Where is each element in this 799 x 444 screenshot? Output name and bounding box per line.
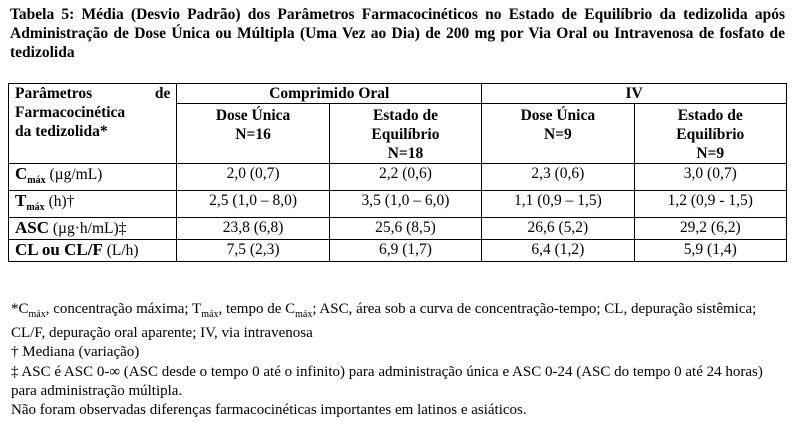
table-cell: 5,9 (1,4) xyxy=(634,240,786,262)
table-row xyxy=(9,164,787,191)
footnote-text: , concentração máxima; T xyxy=(45,301,202,317)
subheader-line: Dose Única xyxy=(520,107,596,124)
table-caption: Tabela 5: Média (Desvio Padrão) dos Parâmetros Farmacocinéticos no Estado de Equilíbrio da tedizolida após Administração de Dose Única ou Múltipla (Uma Vez ao Dia) de 200 mg por Via Oral ou Intravenosa de fosfato de tedizolida xyxy=(10,6,785,61)
row-label-unit: (L/h) xyxy=(102,242,139,260)
subheader-line: Estado de xyxy=(677,107,743,124)
parameter-header xyxy=(9,84,177,164)
footnote-sub: máx xyxy=(201,309,219,320)
table-cell: 2,5 (1,0 – 8,0) xyxy=(177,191,329,218)
parameter-header-line2: Farmacocinética xyxy=(15,104,126,121)
table-cell: 1,1 (0,9 – 1,5) xyxy=(482,191,634,218)
parameter-header-line3: da tedizolida* xyxy=(15,123,108,140)
subheader-iv-steady xyxy=(634,104,786,164)
row-label xyxy=(9,191,177,218)
subheader-oral-single xyxy=(177,104,329,164)
row-label-main: ASC xyxy=(15,218,50,238)
row-label-unit: (h)† xyxy=(44,193,75,211)
row-label-sub: máx xyxy=(26,202,45,214)
table-cell: 3,5 (1,0 – 6,0) xyxy=(329,191,481,218)
row-label-main: T xyxy=(15,191,27,211)
subheader-line: Estado de xyxy=(372,107,438,124)
group-header-oral: Comprimido Oral xyxy=(177,84,482,104)
footnote-populations: Não foram observadas diferenças farmacocinéticas importantes em latinos e asiáticos. xyxy=(11,402,527,419)
footnote-sub: máx xyxy=(28,309,46,320)
row-label xyxy=(9,164,177,191)
subheader-oral-steady xyxy=(329,104,481,164)
table-cell: 7,5 (2,3) xyxy=(177,240,329,262)
pharmacokinetics-table xyxy=(8,83,787,262)
table-cell: 25,6 (8,5) xyxy=(329,218,481,240)
subheader-line: Dose Única xyxy=(215,107,291,124)
table-cell: 6,9 (1,7) xyxy=(329,240,481,262)
subheader-line: N=16 xyxy=(235,126,271,143)
footnote-text: *C xyxy=(11,301,29,317)
footnote-sub: máx xyxy=(295,309,313,320)
footnote-median: † Mediana (variação) xyxy=(11,344,140,361)
subheader-line: N=18 xyxy=(387,145,424,162)
table-row xyxy=(9,218,787,240)
table-cell: 2,0 (0,7) xyxy=(177,164,329,191)
footnote-asc: ‡ ASC é ASC 0-∞ (ASC desde o tempo 0 até o infinito) para administração única e ASC 0-24 (ASC do tempo 0 até 24 horas) para administração múltipla. xyxy=(11,363,763,399)
row-label-main: C xyxy=(15,164,28,183)
table-cell: 29,2 (6,2) xyxy=(634,218,786,240)
table-footnotes xyxy=(11,300,789,420)
subheader-line: Equilíbrio xyxy=(676,126,745,143)
footnote-text: ; ASC, área sob a curva de concentração-tempo; CL, depuração sistêmica; CL/F, depuração oral aparente; IV, via intravenosa xyxy=(11,301,757,342)
footnote-abbreviations xyxy=(11,300,789,343)
row-label-main: CL ou CL/F xyxy=(15,240,103,260)
subheader-line: N=9 xyxy=(696,145,725,162)
subheader-line: N=9 xyxy=(543,126,572,143)
table-cell: 2,3 (0,6) xyxy=(482,164,634,191)
row-label-sub: máx xyxy=(27,175,46,187)
table-cell: 1,2 (0,9 - 1,5) xyxy=(634,191,786,218)
row-label xyxy=(9,240,177,262)
table-cell: 26,6 (5,2) xyxy=(482,218,634,240)
parameter-header-word1: Parâmetros xyxy=(15,85,93,102)
table-row xyxy=(9,191,787,218)
table-cell: 23,8 (6,8) xyxy=(177,218,329,240)
row-label-unit: (µg/mL) xyxy=(45,166,103,183)
parameter-header-word2: de xyxy=(154,85,171,102)
row-label-unit: (µg·h/mL)‡ xyxy=(49,220,127,238)
table-cell: 6,4 (1,2) xyxy=(482,240,634,262)
table-cell: 2,2 (0,6) xyxy=(329,164,481,191)
group-header-iv: IV xyxy=(482,84,787,104)
table-row xyxy=(9,240,787,262)
table-cell: 3,0 (0,7) xyxy=(634,164,786,191)
subheader-iv-single xyxy=(482,104,634,164)
footnote-text: , tempo de C xyxy=(218,301,296,317)
row-label xyxy=(9,218,177,240)
subheader-line: Equilíbrio xyxy=(371,126,440,143)
